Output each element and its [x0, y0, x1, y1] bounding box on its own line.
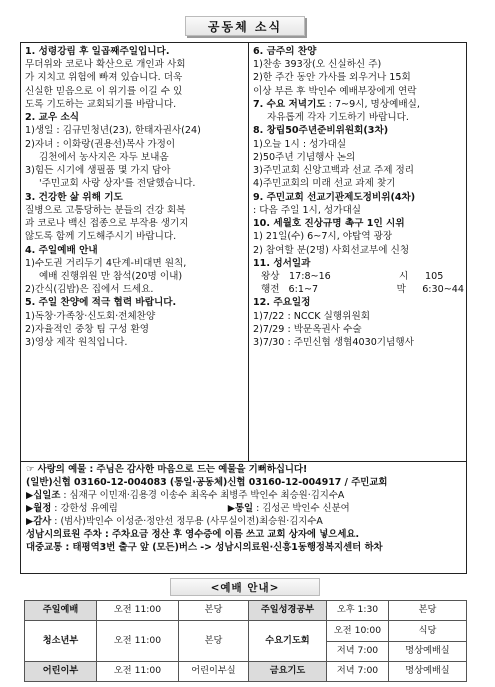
text-line: 2)50주년 기념행사 논의 — [253, 151, 356, 163]
service-name: 수요기도회 — [249, 621, 327, 662]
service-time: 오전 11:00 — [97, 621, 179, 662]
text-line: 무더위와 코로나 확산으로 개인과 사회 — [25, 59, 186, 71]
list-label: ▶통일 — [227, 502, 254, 514]
account-line: (일반)신협 03160-12-004083 (통일·공동체)신협 03160-12-004917 / 주민교회 — [26, 476, 388, 488]
text-line: 1)찬송 393장(오 신실하신 주) — [253, 59, 382, 71]
section-heading: 3. 건강한 삶 위해 기도 — [25, 191, 123, 203]
offering-list — [26, 503, 461, 516]
list-names: : 강한성 유예림 — [51, 502, 118, 514]
book-name: 행전 — [261, 284, 280, 296]
parking-line: 성남시의료원 주차 : 주차요금 정산 후 영수증에 이름 쓰고 교회 상자에 넣으세요. — [26, 528, 360, 540]
text-line: 질병으로 고통당하는 분들의 건강 회복 — [25, 204, 186, 216]
text-line: 3)주민교회 신앙고백과 선교 주제 정리 — [253, 165, 415, 177]
service-place: 명상예배실 — [389, 661, 467, 681]
text-line: 3)영상 제작 원칙입니다. — [25, 337, 128, 349]
text-line: 3)힘든 시기에 생필품 몇 가지 담아 — [25, 165, 171, 177]
section-7 — [253, 98, 464, 124]
text-line: 2)7/29 : 박문옥권사 수술 — [253, 323, 362, 335]
text-line: '주민교회 사랑 상자'를 전달했습니다. — [39, 178, 196, 190]
section-heading: 9. 주민교회 선교기관제도정비위(4차) — [253, 191, 416, 203]
service-place: 식당 — [389, 621, 467, 641]
section-12 — [253, 296, 464, 349]
list-label: ▶월정 — [26, 502, 52, 514]
offering-list — [26, 516, 461, 529]
service-name: 청소년부 — [25, 621, 97, 662]
text-line: 신실한 믿음으로 이 위기를 이길 수 있 — [25, 85, 183, 97]
text-line: 2)자녀 : 이화랑(권용선)목사 가정이 — [25, 138, 176, 150]
text-line: 않도록 함께 기도해주시기 바랍니다. — [25, 231, 177, 243]
book-ref: 6:1~7 — [288, 284, 319, 296]
offering-notice — [20, 462, 467, 574]
book-name: 시 — [399, 270, 409, 282]
service-time: 오후 1:30 — [327, 601, 389, 621]
service-title: <예배 안내> — [170, 578, 320, 596]
left-column — [21, 43, 249, 461]
section-2 — [25, 111, 244, 190]
section-10 — [253, 217, 464, 257]
text-line: 1)독창·가족창·신도회·전체찬양 — [25, 310, 156, 322]
service-place: 본당 — [179, 621, 249, 662]
service-time: 저녁 7:00 — [327, 661, 389, 681]
text-line: 3)7/30 : 주민신협 생협4030기념행사 — [253, 337, 414, 349]
lectionary-row — [253, 270, 464, 283]
text-line: 이상 부른 후 박인수 예배부장에게 연락 — [253, 85, 417, 97]
text-line: 1)오늘 1시 : 성가대실 — [253, 138, 347, 150]
table-row — [25, 601, 467, 621]
section-3 — [25, 191, 244, 244]
text-line: 1)7/22 : NCCK 실행위원회 — [253, 310, 370, 322]
text-line: 2) 참여할 분(2명) 사회선교부에 신청 — [253, 244, 410, 256]
section-5 — [25, 296, 244, 349]
list-label: ▶감사 — [26, 515, 52, 527]
section-8 — [253, 124, 464, 190]
text-line: 1)생일 : 김규민청년(23), 한태자권사(24) — [25, 125, 201, 137]
text-line: 4)주민교회의 미래 선교 과제 찾기 — [253, 178, 396, 190]
text-line: 가 지치고 위험에 빠져 있습니다. 더욱 — [25, 72, 183, 84]
service-time: 오전 11:00 — [97, 601, 179, 621]
table-row — [25, 621, 467, 641]
offering-line: ☞ 사랑의 예물 : 주님은 감사한 마음으로 드는 예물을 기뻐하십니다! — [26, 464, 308, 475]
service-time: 오전 11:00 — [97, 661, 179, 681]
section-heading: 11. 성서일과 — [253, 257, 311, 269]
text-line: 예배 진행위원 만 참석(20명 이내) — [39, 270, 183, 282]
list-names: : 심재구 이민재·김용경 이송수 최옥수 최병주 박인수 최승원·김지수A — [60, 489, 345, 501]
service-name: 주일성경공부 — [249, 601, 327, 621]
section-heading: 5. 주일 찬양에 적극 협력 바랍니다. — [25, 297, 177, 309]
book-ref: 105 — [425, 270, 444, 282]
section-heading: 7. 수요 저녁기도 — [253, 98, 326, 110]
text-line: 1) 21일(수) 6~7시, 야탑역 광장 — [253, 231, 393, 243]
text-line: 과 코로나 백신 접종으로 부작용 생기지 — [25, 218, 189, 230]
service-time: 오전 10:00 — [327, 621, 389, 641]
offering-list — [26, 490, 461, 503]
section-9 — [253, 191, 464, 217]
service-name: 주일예배 — [25, 601, 97, 621]
text-line: 1)수도권 거리두기 4단계-비대면 원칙, — [25, 257, 187, 269]
text-line: 2)간식(김밥)은 집에서 드세요. — [25, 284, 154, 296]
section-heading: 10. 세월호 진상규명 촉구 1인 시위 — [253, 218, 405, 230]
list-names: : 김성곤 박인수 신분여 — [253, 502, 350, 514]
section-4 — [25, 244, 244, 297]
section-heading: 6. 금주의 찬양 — [253, 46, 317, 57]
section-heading: 12. 주요일정 — [253, 297, 311, 309]
book-ref: 17:8~16 — [289, 270, 331, 282]
section-11 — [253, 257, 464, 297]
service-place: 명상예배실 — [389, 641, 467, 661]
section-heading: 1. 성령강림 후 일곱째주일입니다. — [25, 46, 170, 57]
lectionary-row — [253, 283, 464, 296]
service-name: 금요기도 — [249, 661, 327, 681]
traffic-line: 대중교통 : 태평역3번 출구 앞 (모든)버스 -> 성남시의료원·신흥1동행정복지센터 하차 — [26, 541, 383, 553]
section-6 — [253, 45, 464, 98]
header — [0, 0, 495, 40]
news-box — [20, 42, 467, 462]
section-heading: 8. 창립50주년준비위원회(3차) — [253, 125, 389, 137]
service-time: 저녁 7:00 — [327, 641, 389, 661]
service-place: 본당 — [389, 601, 467, 621]
page-title: 공동체 소식 — [185, 16, 305, 36]
right-column — [249, 43, 468, 461]
table-row — [25, 661, 467, 681]
section-heading: 2. 교우 소식 — [25, 112, 80, 124]
service-name: 어린이부 — [25, 661, 97, 681]
text-line: 김천에서 농사지은 자두 보내옴 — [39, 151, 169, 163]
book-name: 막 — [396, 284, 406, 296]
text-inline: : 7~9시, 명상예배실, — [325, 98, 420, 110]
list-names: : (범사)박인수 이성준·정안선 정무용 (사무실이전)최승원·김지수A — [51, 515, 323, 527]
section-1 — [25, 45, 244, 111]
service-place: 어린이부실 — [179, 661, 249, 681]
book-name: 왕상 — [261, 270, 280, 282]
section-heading: 4. 주일예배 안내 — [25, 244, 98, 256]
text-line: : 다음 주일 1시, 성가대실 — [253, 204, 361, 216]
text-line: 2)자율적인 중창 팀 구성 환영 — [25, 323, 149, 335]
service-table — [24, 600, 467, 682]
text-line: 도록 기도하는 교회되기를 바랍니다. — [25, 98, 177, 110]
text-line: 자유롭게 각자 기도하기 바랍니다. — [267, 112, 409, 124]
list-label: ▶십일조 — [26, 489, 61, 501]
text-line: 2)한 주간 동안 가사를 외우거나 15회 — [253, 72, 411, 84]
book-ref: 6:30~44 — [422, 284, 464, 296]
service-place: 본당 — [179, 601, 249, 621]
